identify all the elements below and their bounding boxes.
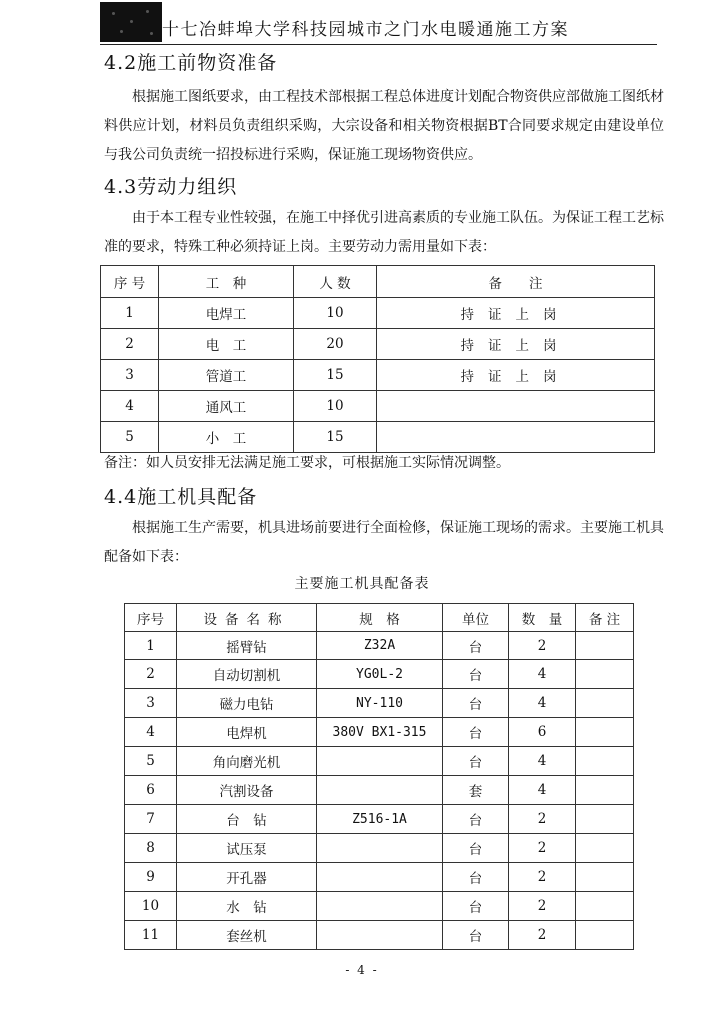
header-cell: 备 注 [576,604,634,632]
table-cell: 8 [125,834,177,863]
table-row [125,689,634,718]
table-cell: 2 [509,834,576,863]
table-cell: 4 [101,391,159,422]
table-cell: 4 [125,718,177,747]
table-cell: 10 [125,892,177,921]
table-cell [317,892,443,921]
table-cell: 台 [443,863,509,892]
header-cell: 数 量 [509,604,576,632]
table-cell: 9 [125,863,177,892]
table-cell: 角向磨光机 [177,747,317,776]
table-cell [317,776,443,805]
table-cell: 台 钻 [177,805,317,834]
table-cell: 10 [294,391,377,422]
page-header [100,0,657,45]
table-cell [576,892,634,921]
section-heading-4-3: 4.3劳动力组织 [104,176,238,198]
section-heading-4-2: 4.2施工前物资准备 [104,52,278,74]
table-row [125,805,634,834]
header-cell: 序号 [125,604,177,632]
table-cell: 电 工 [159,329,294,360]
table-header-row [125,604,634,632]
table-cell: 台 [443,834,509,863]
table-cell: 试压泵 [177,834,317,863]
table-cell [317,747,443,776]
table-row [101,329,655,360]
table-cell: Z32A [317,632,443,660]
table-row [125,776,634,805]
table-cell: 台 [443,921,509,950]
table-cell: 开孔器 [177,863,317,892]
table-cell: NY-110 [317,689,443,718]
table-cell [317,863,443,892]
section-paragraph-4-3: 由于本工程专业性较强，在施工中择优引进高素质的专业施工队伍。为保证工程工艺标准的要求，特殊工种必须持证上岗。主要劳动力需用量如下表： [104,210,664,255]
table-cell: 磁力电钻 [177,689,317,718]
table-row [125,660,634,689]
header-cell: 单位 [443,604,509,632]
table-cell: 小 工 [159,422,294,453]
table-cell [576,921,634,950]
table-cell: 5 [101,422,159,453]
table-cell: 3 [125,689,177,718]
table-cell [576,689,634,718]
table-cell: 2 [509,805,576,834]
table-cell [576,660,634,689]
table-cell: 15 [294,422,377,453]
table-row [101,391,655,422]
table-row [125,863,634,892]
table-cell: 电焊工 [159,298,294,329]
table-cell: 套 [443,776,509,805]
table-cell [576,632,634,660]
table-cell: 1 [125,632,177,660]
table-cell: 通风工 [159,391,294,422]
table-cell: 摇臂钻 [177,632,317,660]
equipment-table [124,603,634,950]
table-cell [576,805,634,834]
table-cell: 4 [509,689,576,718]
table-cell: 3 [101,360,159,391]
table-cell: 1 [101,298,159,329]
table-cell: YG0L-2 [317,660,443,689]
table-cell: 20 [294,329,377,360]
table-row [101,422,655,453]
table-cell: 持证上岗 [377,298,655,329]
table-cell [576,863,634,892]
table-row [101,360,655,391]
labor-table [100,265,655,453]
table-cell: 15 [294,360,377,391]
table-row [125,834,634,863]
section-paragraph-4-4: 根据施工生产需要，机具进场前要进行全面检修，保证施工现场的需求。主要施工机具配备如下表： [104,520,664,565]
table-cell: 套丝机 [177,921,317,950]
table-cell: 2 [509,921,576,950]
table-cell: 4 [509,776,576,805]
table-cell: 汽割设备 [177,776,317,805]
table-cell: 4 [509,660,576,689]
table-cell: 2 [509,863,576,892]
table-cell: 台 [443,805,509,834]
header-title: 十七冶蚌埠大学科技园城市之门水电暖通施工方案 [162,20,569,40]
table-cell: 台 [443,689,509,718]
equipment-table-caption: 主要施工机具配备表 [294,576,430,592]
table-cell: 2 [125,660,177,689]
table-cell: 6 [125,776,177,805]
table-cell: 水 钻 [177,892,317,921]
table-cell: 台 [443,892,509,921]
table-row [101,298,655,329]
table-cell: 4 [509,747,576,776]
table-cell: 2 [509,632,576,660]
table-row [125,747,634,776]
table-cell: 台 [443,718,509,747]
table-cell: 10 [294,298,377,329]
table-cell: 2 [101,329,159,360]
table-cell [576,834,634,863]
header-cell: 备 注 [377,266,655,298]
table-cell: Z516-1A [317,805,443,834]
page-number: - 4 - [345,963,379,977]
header-cell: 序 号 [101,266,159,298]
table-cell: 台 [443,632,509,660]
table-row [125,921,634,950]
table-cell: 管道工 [159,360,294,391]
table-cell [317,921,443,950]
header-cell: 工 种 [159,266,294,298]
table-cell: 7 [125,805,177,834]
table-cell [317,834,443,863]
header-cell: 规 格 [317,604,443,632]
table-cell: 2 [509,892,576,921]
table-cell [576,747,634,776]
table-row [125,892,634,921]
table-cell: 台 [443,660,509,689]
table-cell: 11 [125,921,177,950]
table-cell [576,718,634,747]
table-row [125,632,634,660]
table-cell [377,391,655,422]
table-cell: 380V BX1-315 [317,718,443,747]
table-cell: 6 [509,718,576,747]
table-cell: 5 [125,747,177,776]
table-cell [377,422,655,453]
section-heading-4-4: 4.4施工机具配备 [104,486,258,508]
table-cell [576,776,634,805]
table-header-row [101,266,655,298]
table-cell: 自动切割机 [177,660,317,689]
table-cell: 持证上岗 [377,360,655,391]
header-cell: 设备名称 [177,604,317,632]
table-cell: 电焊机 [177,718,317,747]
table-cell: 持证上岗 [377,329,655,360]
section-paragraph-4-2: 根据施工图纸要求，由工程技术部根据工程总体进度计划配合物资供应部做施工图纸材料供应计划，材料员负责组织采购，大宗设备和相关物资根据BT合同要求规定由建设单位与我公司负责统一招投标进行采购，保证施工现场物资供应。 [104,89,664,163]
company-logo [100,2,162,42]
labor-note: 备注：如人员安排无法满足施工要求，可根据施工实际情况调整。 [104,455,510,471]
table-row [125,718,634,747]
table-cell: 台 [443,747,509,776]
header-cell: 人 数 [294,266,377,298]
